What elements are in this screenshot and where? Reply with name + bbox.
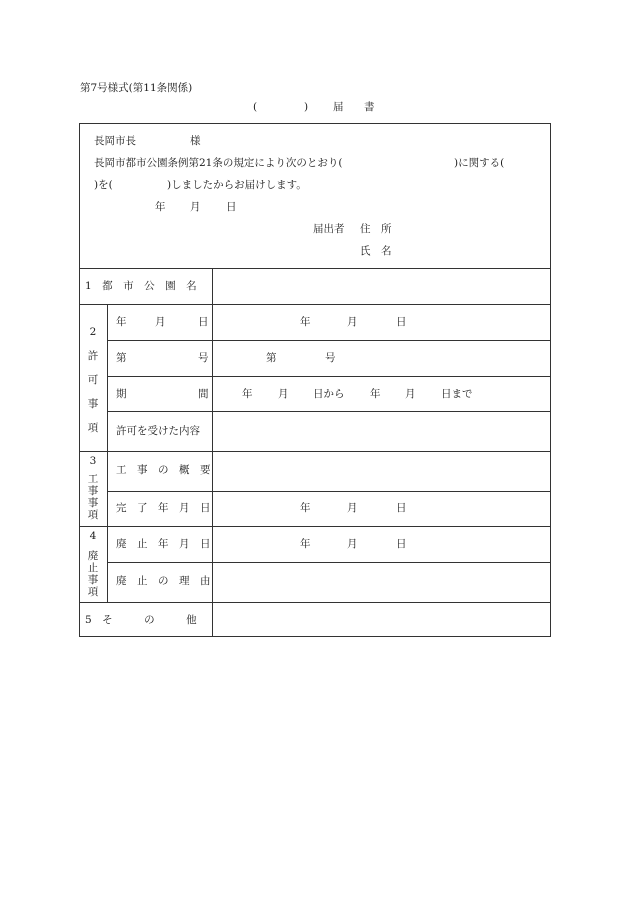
abolition-section-number: 4 (89, 530, 97, 542)
permit-section-label (83, 326, 103, 434)
permit-date-year-label: 年 (116, 316, 127, 328)
construction-section-char: 事 (87, 497, 99, 510)
addressee: 長岡市長 (94, 135, 136, 147)
row-divider (107, 340, 551, 341)
notice-text-line1: 長岡市都市公園条例第21条の規定により次のとおり( (94, 157, 343, 169)
date-year: 年 (155, 201, 166, 213)
permit-number-go-label: 号 (198, 352, 209, 364)
title-open-paren: ( (253, 101, 258, 113)
addressee-honorific: 様 (190, 135, 201, 147)
notice-text-line2-end: )しましたからお届けします。 (167, 179, 307, 191)
permit-period-ki-label: 期 (116, 388, 127, 400)
construction-section-char: 工 (87, 473, 99, 486)
permit-section-char: 事 (87, 398, 99, 411)
permit-section-char: 許 (87, 350, 99, 363)
construction-overview-label: 工 事 の 概 要 (116, 464, 211, 476)
row-divider (107, 411, 551, 412)
row-divider (107, 491, 551, 492)
name-label: 氏 名 (360, 245, 392, 257)
applicant-label: 届出者 (313, 223, 345, 235)
address-label: 住 所 (360, 223, 392, 235)
completion-date-label: 完 了 年 月 日 (116, 502, 211, 514)
period-end-year: 年 (370, 388, 381, 400)
permit-date-day-label: 日 (198, 316, 209, 328)
row-divider (79, 304, 551, 305)
date-day: 日 (226, 201, 237, 213)
abolition-date-year: 年 (300, 538, 311, 550)
permit-section-number: 2 (89, 326, 97, 338)
title-close-paren: ) (304, 101, 309, 113)
notice-text-line1-end: )に関する( (454, 157, 505, 169)
row-divider (107, 376, 551, 377)
row-divider (79, 268, 551, 269)
period-start-month: 月 (278, 388, 289, 400)
permit-number-dai-value: 第 (266, 352, 277, 364)
other-label: 5 そ の 他 (85, 614, 197, 626)
row-divider (79, 602, 551, 603)
permit-date-day-value: 日 (396, 316, 407, 328)
abolition-date-label: 廃 止 年 月 日 (116, 538, 211, 550)
permit-date-month-label: 月 (155, 316, 166, 328)
construction-section-char: 事 (87, 485, 99, 498)
abolition-date-month: 月 (347, 538, 358, 550)
abolition-date-day: 日 (396, 538, 407, 550)
title-char-sho: 書 (364, 101, 375, 113)
row-divider (79, 526, 551, 527)
abolition-section-char: 項 (87, 586, 99, 599)
period-start-day: 日から (313, 388, 345, 400)
completion-date-month: 月 (347, 502, 358, 514)
notice-text-line2-start: )を( (94, 179, 113, 191)
permit-date-month-value: 月 (347, 316, 358, 328)
abolition-section-char: 廃 (87, 550, 99, 563)
title-char-todoke: 届 (333, 101, 344, 113)
abolition-section-char: 止 (87, 562, 99, 575)
construction-section-number: 3 (89, 455, 97, 467)
date-month: 月 (190, 201, 201, 213)
park-name-label: 1 都 市 公 園 名 (85, 280, 197, 292)
construction-section-char: 項 (87, 509, 99, 522)
abolition-section-char: 事 (87, 574, 99, 587)
abolition-reason-label: 廃 止 の 理 由 (116, 575, 211, 587)
permit-period-kan-label: 間 (198, 388, 209, 400)
form-table (79, 123, 551, 637)
completion-date-year: 年 (300, 502, 311, 514)
permit-number-go-value: 号 (325, 352, 336, 364)
permit-section-char: 項 (87, 422, 99, 435)
row-divider (79, 451, 551, 452)
permit-content-label: 許可を受けた内容 (116, 425, 200, 437)
completion-date-day: 日 (396, 502, 407, 514)
abolition-section-label (83, 530, 103, 598)
row-divider (107, 562, 551, 563)
permit-date-year-value: 年 (300, 316, 311, 328)
column-divider (107, 304, 108, 602)
period-start-year: 年 (242, 388, 253, 400)
period-end-month: 月 (405, 388, 416, 400)
period-end-day: 日まで (441, 388, 473, 400)
column-divider (212, 268, 213, 637)
form-number: 第7号様式(第11条関係) (80, 82, 193, 94)
permit-number-dai-label: 第 (116, 352, 127, 364)
construction-section-label (83, 455, 103, 521)
permit-section-char: 可 (87, 374, 99, 387)
